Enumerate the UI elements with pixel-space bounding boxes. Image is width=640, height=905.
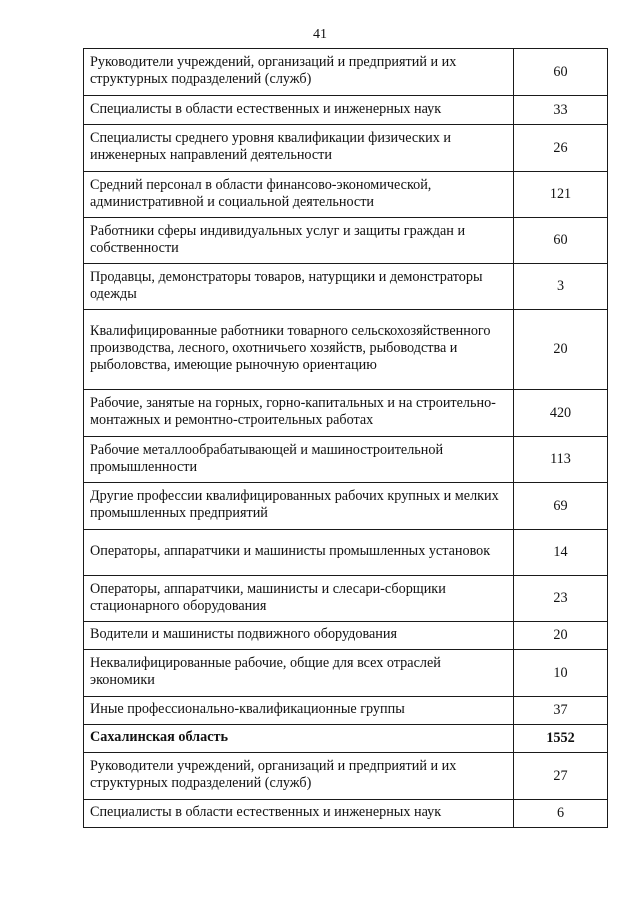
occupation-name-cell: Руководители учреждений, организаций и предприятий и их структурных подразделений (служб) xyxy=(84,753,514,800)
value-cell: 6 xyxy=(514,800,608,828)
value-cell: 26 xyxy=(514,125,608,172)
table-row xyxy=(84,390,608,437)
occupation-name-cell: Руководители учреждений, организаций и предприятий и их структурных подразделений (служб) xyxy=(84,49,514,96)
value-cell: 60 xyxy=(514,218,608,264)
table-row xyxy=(84,800,608,828)
occupation-name-cell: Средний персонал в области финансово-экономической, административной и социальной деятельности xyxy=(84,172,514,218)
value-cell: 113 xyxy=(514,437,608,483)
table-body xyxy=(84,49,608,828)
value-cell: 20 xyxy=(514,310,608,390)
occupation-name-cell: Другие профессии квалифицированных рабочих крупных и мелких промышленных предприятий xyxy=(84,483,514,530)
value-cell: 420 xyxy=(514,390,608,437)
table-row xyxy=(84,172,608,218)
occupation-name-cell: Иные профессионально-квалификационные группы xyxy=(84,697,514,725)
occupation-name-cell: Водители и машинисты подвижного оборудования xyxy=(84,622,514,650)
table-row xyxy=(84,218,608,264)
page-number: 41 xyxy=(313,27,327,42)
table-row xyxy=(84,697,608,725)
table-row xyxy=(84,576,608,622)
occupation-name-cell: Специалисты в области естественных и инженерных наук xyxy=(84,96,514,125)
table-row xyxy=(84,530,608,576)
occupation-name-cell: Неквалифицированные рабочие, общие для всех отраслей экономики xyxy=(84,650,514,697)
occupation-name-cell: Операторы, аппаратчики, машинисты и слесари-сборщики стационарного оборудования xyxy=(84,576,514,622)
table-row xyxy=(84,483,608,530)
occupation-name-cell: Специалисты в области естественных и инженерных наук xyxy=(84,800,514,828)
occupation-name-cell: Работники сферы индивидуальных услуг и защиты граждан и собственности xyxy=(84,218,514,264)
value-cell: 27 xyxy=(514,753,608,800)
value-cell: 69 xyxy=(514,483,608,530)
occupation-name-cell: Рабочие, занятые на горных, горно-капитальных и на строительно-монтажных и ремонтно-строительных работах xyxy=(84,390,514,437)
table-row xyxy=(84,622,608,650)
table-row xyxy=(84,650,608,697)
value-cell: 10 xyxy=(514,650,608,697)
table-row xyxy=(84,96,608,125)
value-cell: 3 xyxy=(514,264,608,310)
table-row xyxy=(84,125,608,172)
value-cell: 33 xyxy=(514,96,608,125)
table-row xyxy=(84,310,608,390)
value-cell: 14 xyxy=(514,530,608,576)
occupation-name-cell: Квалифицированные работники товарного сельскохозяйственного производства, лесного, охотничьего хозяйств, рыбоводства и рыболовства, имеющие рыночную ориентацию xyxy=(84,310,514,390)
value-cell: 121 xyxy=(514,172,608,218)
table-row xyxy=(84,753,608,800)
table-row xyxy=(84,437,608,483)
value-cell: 37 xyxy=(514,697,608,725)
occupation-name-cell: Сахалинская область xyxy=(84,725,514,753)
occupation-name-cell: Специалисты среднего уровня квалификации физических и инженерных направлений деятельности xyxy=(84,125,514,172)
value-cell: 20 xyxy=(514,622,608,650)
value-cell: 23 xyxy=(514,576,608,622)
table-row xyxy=(84,725,608,753)
occupation-name-cell: Операторы, аппаратчики и машинисты промышленных установок xyxy=(84,530,514,576)
value-cell: 1552 xyxy=(514,725,608,753)
value-cell: 60 xyxy=(514,49,608,96)
occupation-name-cell: Продавцы, демонстраторы товаров, натурщики и демонстраторы одежды xyxy=(84,264,514,310)
occupation-name-cell: Рабочие металлообрабатывающей и машиностроительной промышленности xyxy=(84,437,514,483)
table-row xyxy=(84,264,608,310)
table-row xyxy=(84,49,608,96)
occupation-table xyxy=(83,48,608,828)
